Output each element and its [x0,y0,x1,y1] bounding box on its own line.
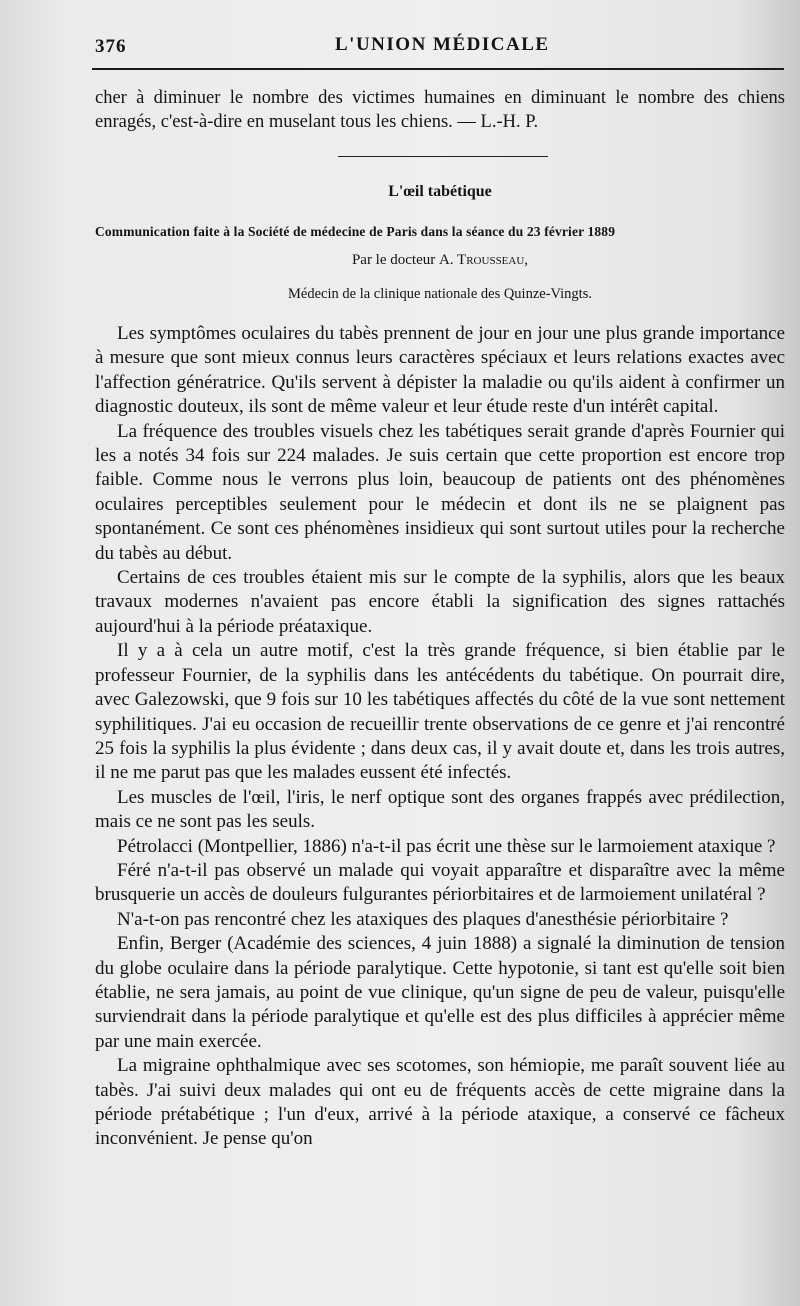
paragraph: Les muscles de l'œil, l'iris, le nerf optique sont des organes frappés avec prédilection, mais ce ne sont pas les seuls. [95,786,785,833]
paragraph: Certains de ces troubles étaient mis sur le compte de la syphilis, alors que les beaux travaux modernes n'avaient pas encore établi la signification des signes rattachés aujourd'hui à la période préataxique. [95,567,785,637]
section-divider [338,156,548,157]
lead-in-paragraph: cher à diminuer le nombre des victimes humaines en diminuant le nombre des chiens enragés, c'est-à-dire en muselant tous les chiens. — L.-H. P. [95,88,785,132]
paragraph: Il y a à cela un autre motif, c'est la très grande fréquence, si bien établie par le professeur Fournier, de la syphilis dans les antécédents du tabétique. On pourrait dire, avec Galezowski, que 9 fois sur 10 les tabétiques affectés du côté de la vue sont nettement syphilitiques. J'ai eu occasion de recueillir trente observations de ce genre et j'ai rencontré 25 fois la syphilis la plus évidente ; dans deux cas, il y avait doute et, dans les trois autres, il ne me parut pas que les malades eussent été infectés. [95,640,785,784]
paragraph: N'a-t-on pas rencontré chez les ataxiques des plaques d'anesthésie périorbitaire ? [117,908,729,930]
article-body [95,322,785,1152]
header-rule [92,68,784,70]
paragraph: Les symptômes oculaires du tabès prennent de jour en jour une plus grande importance à mesure que sont mieux connus leurs caractères spéciaux et leurs relations exactes avec l'affection génératrice. Qu'ils servent à dépister la maladie ou qu'ils aident à confirmer un diagnostic douteux, ils sont de même valeur et leur étude reste d'un intérêt capital. [95,323,785,418]
author-prefix: Par le docteur [351,252,436,268]
paragraph: Féré n'a-t-il pas observé un malade qui voyait apparaître et disparaître avec la même brusquerie un accès de douleurs fulgurantes périorbitaires et de larmoiement unilatéral ? [95,859,785,906]
page-header [95,30,785,60]
running-title: L'UNION MÉDICALE [335,34,550,55]
paragraph: Enfin, Berger (Académie des sciences, 4 juin 1888) a signalé la diminution de tension du globe oculaire dans la période paralytique. Cette hypotonie, si tant est qu'elle soit bien établie, ne sera jamais, au point de vue clinique, qu'un signe de peu de valeur, puisqu'elle surviendrait dans la période paralytique et qu'elle est des plus difficiles à apprécier même par une main exercée. [95,933,785,1052]
author-line [95,252,785,269]
communication-note: Communication faite à la Société de médecine de Paris dans la séance du 23 février 1889 [95,224,616,239]
page-number: 376 [95,36,127,57]
article-title: L'œil tabétique [388,183,492,200]
author-name: A. Trousseau, [439,252,529,268]
paragraph: Pétrolacci (Montpellier, 1886) n'a-t-il pas écrit une thèse sur le larmoiement ataxique ? [117,835,776,857]
paragraph: La migraine ophthalmique avec ses scotomes, son hémiopie, me paraît souvent liée au tabès. J'ai suivi deux malades qui ont eu de fréquents accès de cette migraine dans la période prétabétique ; l'un d'eux, arrivé à la période ataxique, a conservé ce fâcheux inconvénient. Je pense qu'on [95,1055,785,1150]
paragraph: La fréquence des troubles visuels chez les tabétiques serait grande d'après Fournier qui les a notés 34 fois sur 224 malades. Je suis certain que cette proportion est encore trop faible. Comme nous le verrons plus loin, beaucoup de patients ont des phénomènes oculaires perceptibles seulement pour le médecin et dont ils ne se plaignent pas spontanément. Ce sont ces phénomènes insidieux qui sont surtout utiles pour la recherche du tabès au début. [95,420,785,564]
author-affiliation: Médecin de la clinique nationale des Quinze-Vingts. [288,286,592,302]
